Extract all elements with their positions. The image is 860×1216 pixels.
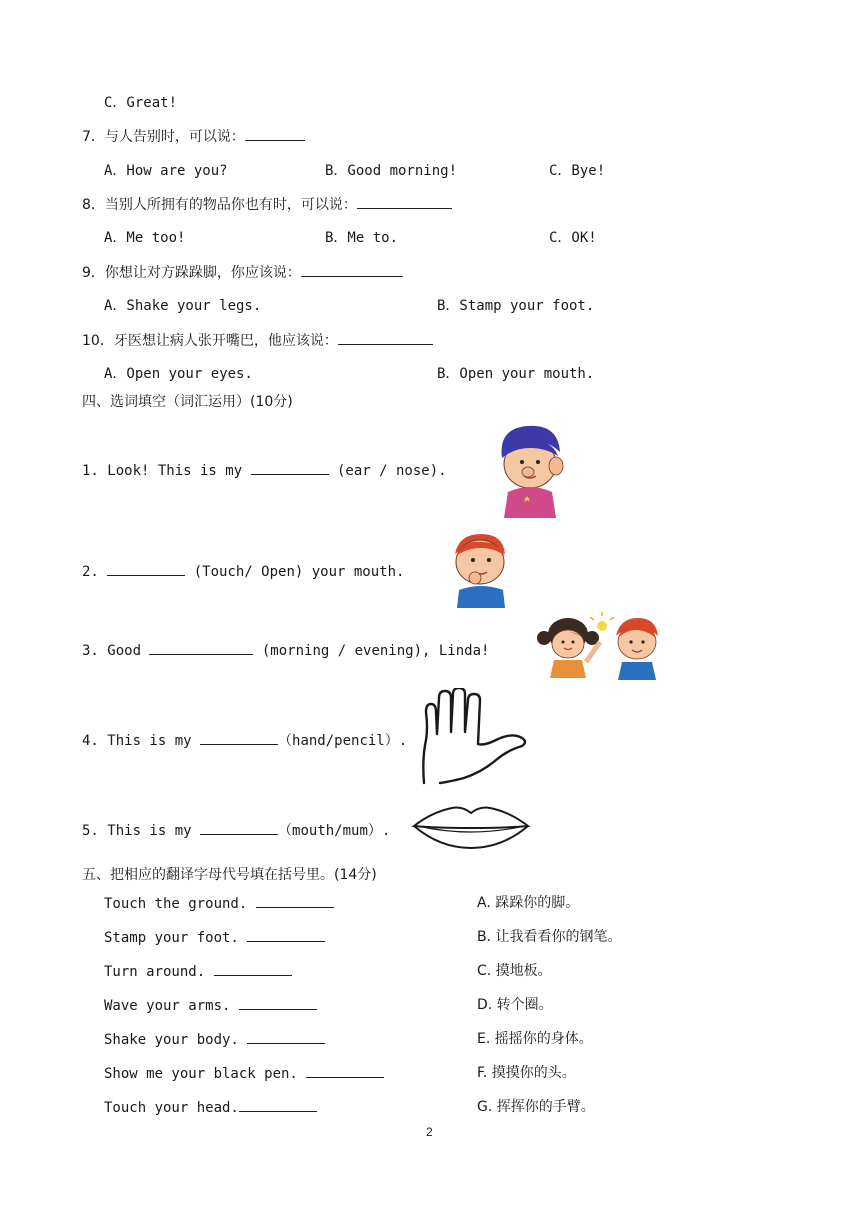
s5-right-a: A. 跺跺你的脚。 [477,895,580,911]
q7-option-a: A．How are you? [104,163,228,179]
s4-item-3: 3. Good (morning / evening), Linda! [82,640,489,661]
q9-stem: 9．你想让对方跺跺脚，你应该说： [82,262,403,283]
s4-item-2-blank[interactable] [107,561,185,576]
q10-stem: 10．牙医想让病人张开嘴巴，他应该说： [82,330,433,351]
q7-option-b: B．Good morning! [325,163,458,179]
q8-answer-blank[interactable] [357,194,452,209]
s5-left-5: Shake your body. [104,1029,325,1050]
s5-left-1-blank[interactable] [256,893,334,908]
s5-left-7: Touch your head. [104,1097,317,1118]
s5-left-1: Touch the ground. [104,893,334,914]
s5-left-2-blank[interactable] [247,927,325,942]
s5-right-g: G. 挥挥你的手臂。 [477,1099,595,1115]
s4-item-4: 4. This is my （hand/pencil）. [82,730,407,751]
s4-item-5-blank[interactable] [200,820,278,835]
s5-left-4-blank[interactable] [239,995,317,1010]
s5-left-3-blank[interactable] [214,961,292,976]
s5-right-e: E. 摇摇你的身体。 [477,1031,593,1047]
q10-answer-blank[interactable] [338,330,433,345]
s5-left-3: Turn around. [104,961,292,982]
q9-option-b: B．Stamp your foot. [437,298,595,314]
q7-answer-blank[interactable] [245,126,305,141]
lips-outline-picture [410,802,532,852]
s5-right-f: F. 摸摸你的头。 [477,1065,576,1081]
q8-option-b: B．Me to. [325,230,399,246]
s5-right-b: B. 让我看看你的钢笔。 [477,929,622,945]
hand-outline-picture [418,688,530,788]
s5-left-6-blank[interactable] [306,1063,384,1078]
q10-option-a: A．Open your eyes. [104,366,253,382]
boy-touching-nose-picture [488,418,573,522]
s5-right-d: D. 转个圈。 [477,997,553,1013]
q6-option-c: C．Great! [104,95,178,111]
s4-item-3-blank[interactable] [149,640,253,655]
section4-heading: 四、选词填空（词汇运用）(10分) [82,394,293,410]
s4-item-2: 2. (Touch/ Open) your mouth. [82,561,404,582]
s5-right-c: C. 摸地板。 [477,963,552,979]
q9-option-a: A．Shake your legs. [104,298,262,314]
q7-option-c: C．Bye! [549,163,606,179]
q8-option-a: A．Me too! [104,230,186,246]
girl-and-boy-greeting-picture [530,612,670,684]
boy-touching-mouth-picture [445,530,517,610]
q7-stem: 7．与人告别时，可以说： [82,126,305,147]
s4-item-5: 5. This is my （mouth/mum）. [82,820,390,841]
page-number: 2 [426,1125,433,1139]
q9-answer-blank[interactable] [301,262,403,277]
s4-item-4-blank[interactable] [200,730,278,745]
s5-left-6: Show me your black pen. [104,1063,384,1084]
section5-heading: 五、把相应的翻译字母代号填在括号里。(14分) [82,867,377,883]
q8-stem: 8．当别人所拥有的物品你也有时，可以说： [82,194,452,215]
s5-left-2: Stamp your foot. [104,927,325,948]
s5-left-7-blank[interactable] [239,1097,317,1112]
s5-left-5-blank[interactable] [247,1029,325,1044]
q10-option-b: B．Open your mouth. [437,366,595,382]
q8-option-c: C．OK! [549,230,597,246]
s4-item-1: 1. Look! This is my (ear / nose). [82,460,447,481]
s5-left-4: Wave your arms. [104,995,317,1016]
s4-item-1-blank[interactable] [251,460,329,475]
